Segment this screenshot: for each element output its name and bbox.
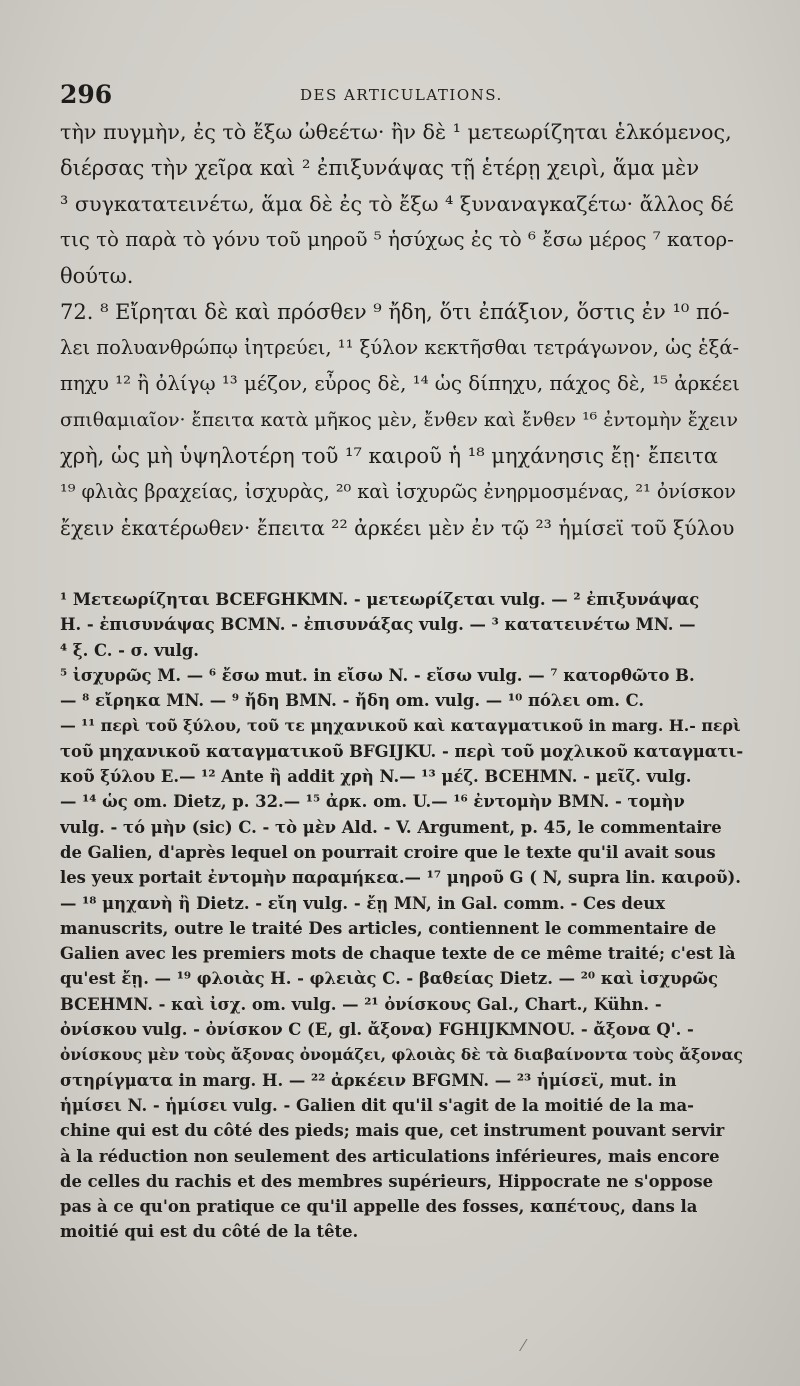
note-line: les yeux portait ἐντομὴν παραμήκεα.— ¹⁷ μηροῦ G ( N, supra lin. καιροῦ).: [60, 868, 741, 888]
note-line: BCEHMN. - καὶ ἰσχ. om. vulg. — ²¹ ὀνίσκους Gal., Chart., Kühn. -: [60, 994, 662, 1014]
note-line: pas à ce qu'on pratique ce qu'il appelle des fosses, καπέτους, dans la: [60, 1197, 698, 1217]
note-line: de Galien, d'après lequel on pourrait croire que le texte qu'il avait sous: [60, 842, 716, 862]
text-line: τις τὸ παρὰ τὸ γόνυ τοῦ μηροῦ ⁵ ἡσύχως ἐς τὸ ⁶ ἔσω μέρος ⁷ κατορ-: [60, 228, 734, 251]
note-line: vulg. - τό μὴν (sic) C. - τὸ μὲν Ald. - V. Argument, p. 45, le commentaire: [60, 817, 722, 837]
note-line: ἡμίσει N. - ἡμίσει vulg. - Galien dit qu'il s'agit de la moitié de la ma-: [60, 1095, 694, 1115]
footer-mark: ⁄: [522, 1336, 525, 1355]
text-line: ἔχειν ἑκατέρωθεν· ἔπειτα ²² ἀρκέει μὲν ἐν τῷ ²³ ἡμίσεϊ τοῦ ξύλου: [60, 516, 735, 540]
text-line: διέρσας τὴν χεῖρα καὶ ² ἐπιξυνάψας τῇ ἑτέρῃ χειρὶ, ἅμα μὲν: [60, 156, 700, 180]
note-line: moitié qui est du côté de la tête.: [60, 1222, 359, 1242]
text-line: θούτω.: [60, 264, 134, 288]
running-title: DES ARTICULATIONS.: [300, 86, 503, 104]
note-line: chine qui est du côté des pieds; mais que, cet instrument pouvant servir: [60, 1121, 725, 1141]
page-number: 296: [60, 80, 113, 109]
note-line: ὀνίσκους μὲν τοὺς ἄξονας ὀνομάζει, φλοιὰς δὲ τὰ διαβαίνοντα τοὺς ἄξονας: [60, 1045, 743, 1065]
text-line: ³ συγκατατεινέτω, ἅμα δὲ ἐς τὸ ἔξω ⁴ ξυναναγκαζέτω· ἄλλος δέ: [60, 192, 734, 216]
note-line: ⁴ ξ. C. - σ. vulg.: [60, 640, 200, 660]
note-line: ⁵ ἰσχυρῶς M. — ⁶ ἔσω mut. in εἴσω N. - εἴσω vulg. — ⁷ κατορθῶτο B.: [60, 665, 695, 685]
note-line: Galien avec les premiers mots de chaque texte de ce même traité; c'est là: [60, 944, 736, 964]
text-line: λει πολυανθρώπῳ ἰητρεύει, ¹¹ ξύλον κεκτῆσθαι τετράγωνον, ὡς ἑξά-: [60, 336, 740, 359]
text-line: πηχυ ¹² ἢ ὀλίγῳ ¹³ μέζον, εὖρος δὲ, ¹⁴ ὡς δίπηχυ, πάχος δὲ, ¹⁵ ἀρκέει: [60, 372, 740, 395]
text-line: χρὴ, ὡς μὴ ὑψηλοτέρη τοῦ ¹⁷ καιροῦ ἡ ¹⁸ μηχάνησις ἔῃ· ἔπειτα: [60, 444, 718, 468]
note-line: ¹ Μετεωρίζηται BCEFGHKMN. - μετεωρίζεται vulg. — ² ἐπιξυνάψας: [60, 590, 700, 609]
note-line: — ⁸ εἴρηκα MN. — ⁹ ἤδη BMN. - ἤδη om. vulg. — ¹⁰ πόλει om. C.: [60, 691, 645, 711]
main-greek-text: [60, 114, 740, 546]
text-line: ¹⁹ φλιὰς βραχείας, ἰσχυρὰς, ²⁰ καὶ ἰσχυρῶς ἐνηρμοσμένας, ²¹ ὀνίσκον: [60, 480, 736, 503]
critical-apparatus-notes: [60, 587, 750, 1245]
note-line: κοῦ ξύλου E.— ¹² Ante ἢ addit χρὴ N.— ¹³ μέζ. BCEHMN. - μεῖζ. vulg.: [60, 767, 692, 787]
note-line: στηρίγματα in marg. H. — ²² ἀρκέειν BFGMN. — ²³ ἡμίσεϊ, mut. in: [60, 1070, 677, 1090]
note-line: — ¹⁴ ὡς om. Dietz, p. 32.— ¹⁵ ἀρκ. om. U.— ¹⁶ ἐντομὴν BMN. - τομὴν: [60, 792, 685, 812]
note-line: — ¹⁸ μηχανὴ ἢ Dietz. - εἴη vulg. - ἔῃ MN, in Gal. comm. - Ces deux: [60, 893, 666, 913]
text-line: τὴν πυγμὴν, ἐς τὸ ἔξω ὠθεέτω· ἢν δὲ ¹ μετεωρίζηται ἑλκόμενος,: [60, 120, 732, 144]
note-line: à la réduction non seulement des articulations inférieures, mais encore: [60, 1146, 720, 1166]
note-line: qu'est ἔῃ. — ¹⁹ φλοιὰς H. - φλειὰς C. - βαθείας Dietz. — ²⁰ καὶ ἰσχυρῶς: [60, 969, 719, 989]
text-line: 72. ⁸ Εἴρηται δὲ καὶ πρόσθεν ⁹ ἤδη, ὅτι ἐπάξιον, ὅστις ἐν ¹⁰ πό-: [60, 300, 730, 324]
running-head: [60, 80, 740, 110]
text-line: σπιθαμιαῖον· ἔπειτα κατὰ μῆκος μὲν, ἔνθεν καὶ ἔνθεν ¹⁶ ἐντομὴν ἔχειν: [60, 409, 739, 431]
note-line: H. - ἐπισυνάψας BCMN. - ἐπισυνάξας vulg. — ³ κατατεινέτω MN. —: [60, 615, 696, 635]
note-line: — ¹¹ περὶ τοῦ ξύλου, τοῦ τε μηχανικοῦ καὶ καταγματικοῦ in marg. H.- περὶ: [60, 716, 741, 736]
note-line: manuscrits, outre le traité Des articles, contiennent le commentaire de: [60, 918, 717, 938]
note-line: de celles du rachis et des membres supérieurs, Hippocrate ne s'oppose: [60, 1171, 714, 1191]
note-line: ὀνίσκου vulg. - ὀνίσκον C (E, gl. ἄξονα) FGHIJKMNOU. - ἄξονα Q'. -: [60, 1020, 694, 1040]
note-line: τοῦ μηχανικοῦ καταγματικοῦ BFGIJKU. - περὶ τοῦ μοχλικοῦ καταγματι-: [60, 741, 744, 761]
